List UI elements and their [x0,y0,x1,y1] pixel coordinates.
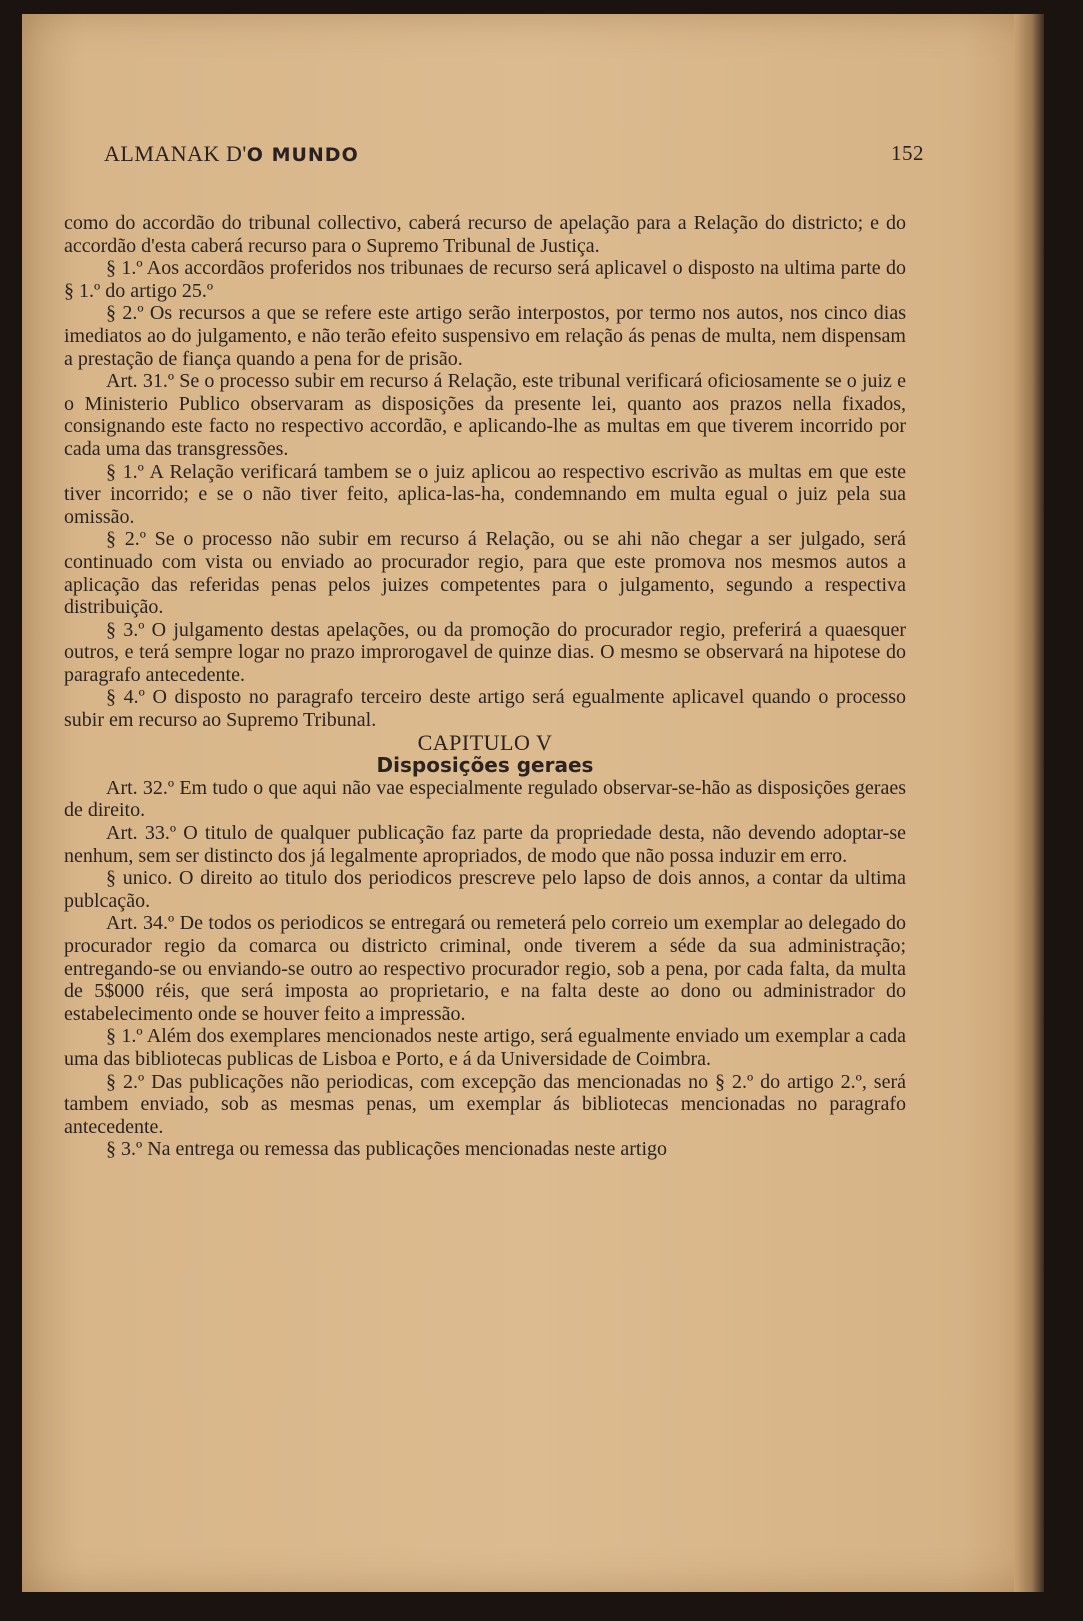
header-title-part2: O MUNDO [246,144,359,166]
paragraph: Art. 34.º De todos os periodicos se entregará ou remeterá pelo correio um exemplar ao delegado do procurador regio da comarca ou districto criminal, onde tiverem a séde da sua administração; entregando-se ou enviando-se outro ao respectivo procurador regio, sob a pena, por cada falta, da multa de 5$000 réis, que será imposta ao proprietario, e na falta deste ao dono ou administrador do estabelecimento onde se houver feito a impressão. [64,912,906,1025]
paragraph: § 2.º Os recursos a que se refere este artigo serão interpostos, por termo nos autos, nos cinco dias imediatos ao do julgamento, e não terão efeito suspensivo em relação ás penas de multa, nem dispensam a prestação de fiança quando a pena for de prisão. [64,302,906,370]
running-header [104,141,924,171]
paragraph: § 4.º O disposto no paragrafo terceiro deste artigo será egualmente aplicavel quando o processo subir em recurso ao Supremo Tribunal. [64,686,906,732]
paragraph: § unico. O direito ao titulo dos periodicos prescreve pelo lapso de dois annos, a contar da ultima publcação. [64,867,906,912]
section-title: Disposições geraes [376,753,594,778]
paragraph: como do accordão do tribunal collectivo, caberá recurso de apelação para a Relação do districto; e do accordão d'esta caberá recurso para o Supremo Tribunal de Justiça. [64,212,906,257]
page-number: 152 [891,141,924,165]
paragraph: § 2.º Das publicações não periodicas, com excepção das mencionadas no § 2.º do artigo 2.º, será tambem enviado, sob as mesmas penas, um exemplar ás bibliotecas mencionadas no paragrafo antecedente. [64,1070,906,1138]
chapter-title: CAPITULO V [417,729,553,755]
paragraph: § 3.º O julgamento destas apelações, ou da promoção do procurador regio, preferirá a quaesquer outros, e terá sempre logar no prazo improrogavel de quinze dias. O mesmo se observará na hipotese do paragrafo antecedente. [64,618,906,686]
paragraph: § 2.º Se o processo não subir em recurso á Relação, ou se ahi não chegar a ser julgado, será continuado com vista ou enviado ao procurador regio, para que este promova nos mesmos autos a aplicação das referidas penas pelos juizes competentes para o julgamento, segundo a respectiva distribuição. [64,528,906,619]
header-title [104,141,359,167]
header-title-part1: ALMANAK D' [104,141,247,166]
paragraph: § 3.º Na entrega ou remessa das publicações mencionadas neste artigo [106,1138,667,1161]
paragraph: § 1.º A Relação verificará tambem se o juiz aplicou ao respectivo escrivão as multas em que este tiver incorrido; e se o não tiver feito, aplica-las-ha, condemnando em multa egual o juiz pela sua omissão. [64,460,906,528]
paragraph: § 1.º Aos accordãos proferidos nos tribunaes de recurso será aplicavel o disposto na ultima parte do § 1.º do artigo 25.º [64,257,906,302]
paragraph: Art. 31.º Se o processo subir em recurso á Relação, este tribunal verificará oficiosamente se o juiz e o Ministerio Publico observaram as disposições da presente lei, quanto aos prazos nella fixados, consignando este facto no respectivo accordão, e aplicando-lhe as multas em que tiverem incorrido por cada uma das transgressões. [64,370,906,460]
paragraph: § 1.º Além dos exemplares mencionados neste artigo, será egualmente enviado um exemplar a cada uma das bibliotecas publicas de Lisboa e Porto, e á da Universidade de Coimbra. [64,1025,906,1070]
paragraph: Art. 33.º O titulo de qualquer publicação faz parte da propriedade desta, não devendo adoptar-se nenhum, sem ser distincto dos já legalmente apropriados, de modo que não possa induzir em erro. [64,822,906,867]
body-text [64,212,906,1161]
page-edge-shadow [1014,14,1044,1592]
paragraph: Art. 32.º Em tudo o que aqui não vae especialmente regulado observar-se-hão as disposições geraes de direito. [64,776,906,822]
document-page [22,14,1044,1592]
